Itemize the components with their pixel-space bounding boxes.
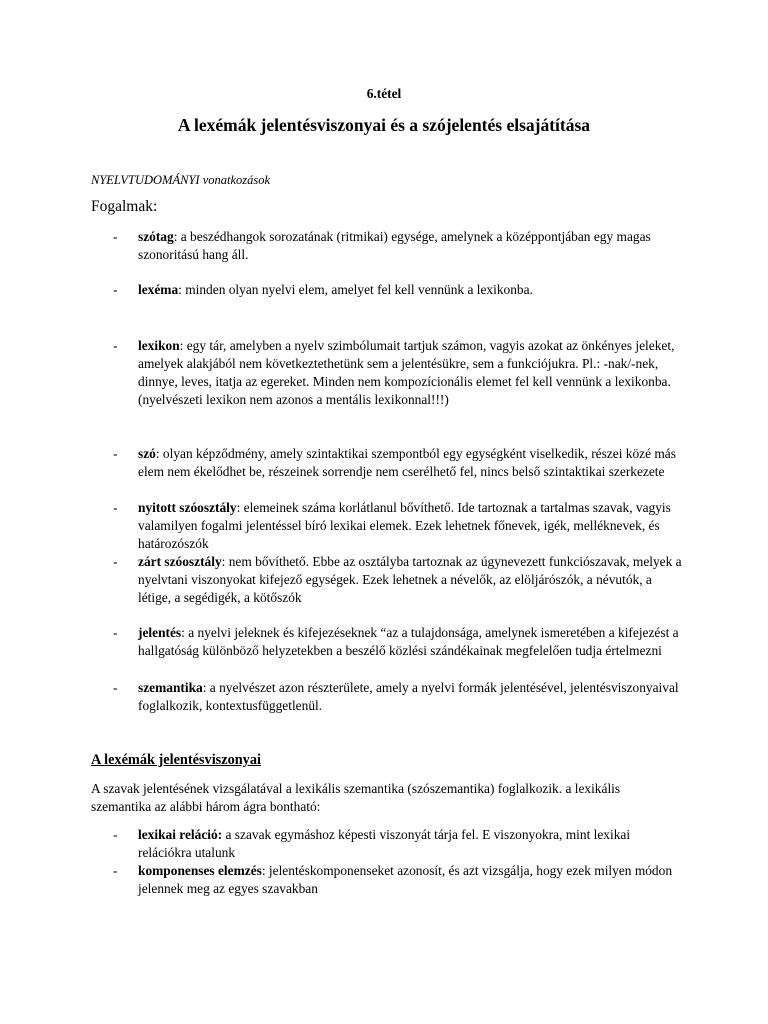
term: szótag	[138, 229, 174, 244]
definition: : nem bővíthető. Ebbe az osztályba tartoznak az úgynevezett funkciószavak, melyek a nyelvtani viszonyokat kifejező egységek. Ezek lehetnek a névelők, az elöljárószók, a névutók, a létige, a segédigék, a kötőszók	[138, 554, 682, 605]
list-item-zart-szoosztaly	[113, 553, 683, 607]
bullet-dash: -	[113, 625, 118, 640]
definition: : elemeinek száma korlátlanul bővíthető. Ide tartoznak a tartalmas szavak, vagyis valamilyen fogalmi jelentéssel bíró lexikai elemek. Ezek lehetnek főnevek, igék, melléknevek, és határozószók	[138, 500, 671, 551]
thesis-number: 6.tétel	[366, 86, 402, 101]
bullet-dash: -	[113, 554, 118, 569]
term: szó	[138, 446, 156, 461]
bullet-dash: -	[113, 500, 118, 515]
definition: : minden olyan nyelvi elem, amelyet fel kell vennünk a lexikonba.	[178, 282, 533, 297]
bullet-dash: -	[113, 827, 118, 842]
page-title: A lexémák jelentésviszonyai és a szójelentés elsajátítása	[177, 115, 591, 135]
list-item-szemantika	[113, 679, 683, 715]
definition: : jelentéskomponenseket azonosít, és azt vizsgálja, hogy ezek milyen módon jelennek meg az egyes szavakban	[138, 863, 673, 896]
list-item-lexema	[113, 281, 683, 299]
term: nyitott szóosztály	[138, 500, 237, 515]
bullet-dash: -	[113, 282, 118, 297]
concepts-label: Fogalmak:	[91, 198, 158, 215]
list-item-lexikon	[113, 337, 683, 409]
term: lexikai reláció:	[138, 827, 223, 842]
definition: a szavak egymáshoz képesti viszonyát tárja fel. E viszonyokra, mint lexikai relációkra utalunk	[138, 827, 631, 860]
definition: : egy tár, amelyben a nyelv szimbólumait tartjuk számon, vagyis azokat az önkényes jeleket, amelyek alakjából nem következtethetünk sem a jelentésükre, sem a funkciójukra. Pl.: -nak/-nek, dinnye, leves, itatja az egereket. Minden nem kompozícionális elemet fel kell vennünk a lexikonba. (nyelvészeti lexikon nem azonos a mentális lexikonnal!!!)	[138, 338, 675, 407]
list-item-jelentes	[113, 624, 683, 660]
list-item-szo	[113, 445, 683, 481]
term: komponenses elemzés	[138, 863, 262, 878]
bullet-dash: -	[113, 863, 118, 878]
section-paragraph: A szavak jelentésének vizsgálatával a lexikális szemantika (szószemantika) foglalkozik. a lexikális szemantika az alábbi három ágra bontható:	[91, 781, 621, 814]
term: lexikon	[138, 338, 180, 353]
list-item-nyitott-szoosztaly	[113, 499, 683, 553]
term: zárt szóosztály	[138, 554, 222, 569]
bullet-dash: -	[113, 446, 118, 461]
term: lexéma	[138, 282, 179, 297]
bullet-dash: -	[113, 680, 118, 695]
definition: : olyan képződmény, amely szintaktikai szempontból egy egységként viselkedik, részei közé más elem nem ékelődhet be, részeinek sorrendje nem cserélhető fel, nincs belső szintaktikai szerkezete	[138, 446, 676, 479]
list-item-lexikai-relacio	[113, 826, 683, 862]
term: jelentés	[138, 625, 182, 640]
subtitle: NYELVTUDOMÁNYI vonatkozások	[91, 173, 271, 187]
definition: : a nyelvészet azon részterülete, amely a nyelvi formák jelentésével, jelentésviszonyaival foglalkozik, kontextusfüggetlenül.	[138, 680, 679, 713]
definition: : a nyelvi jeleknek és kifejezéseknek “az a tulajdonsága, amelynek ismeretében a kifejezést a hallgatóság különböző helyzetekben a beszélő közlési szándékainak megfelelően tudja értelmezni	[138, 625, 679, 658]
definition: : a beszédhangok sorozatának (ritmikai) egysége, amelynek a középpontjában egy magas szonoritású hang áll.	[138, 229, 651, 262]
list-item-szotag	[113, 228, 683, 264]
bullet-dash: -	[113, 338, 118, 353]
bullet-dash: -	[113, 229, 118, 244]
term: szemantika	[138, 680, 203, 695]
list-item-komponenses-elemzes	[113, 862, 683, 898]
section-heading: A lexémák jelentésviszonyai	[91, 752, 261, 768]
